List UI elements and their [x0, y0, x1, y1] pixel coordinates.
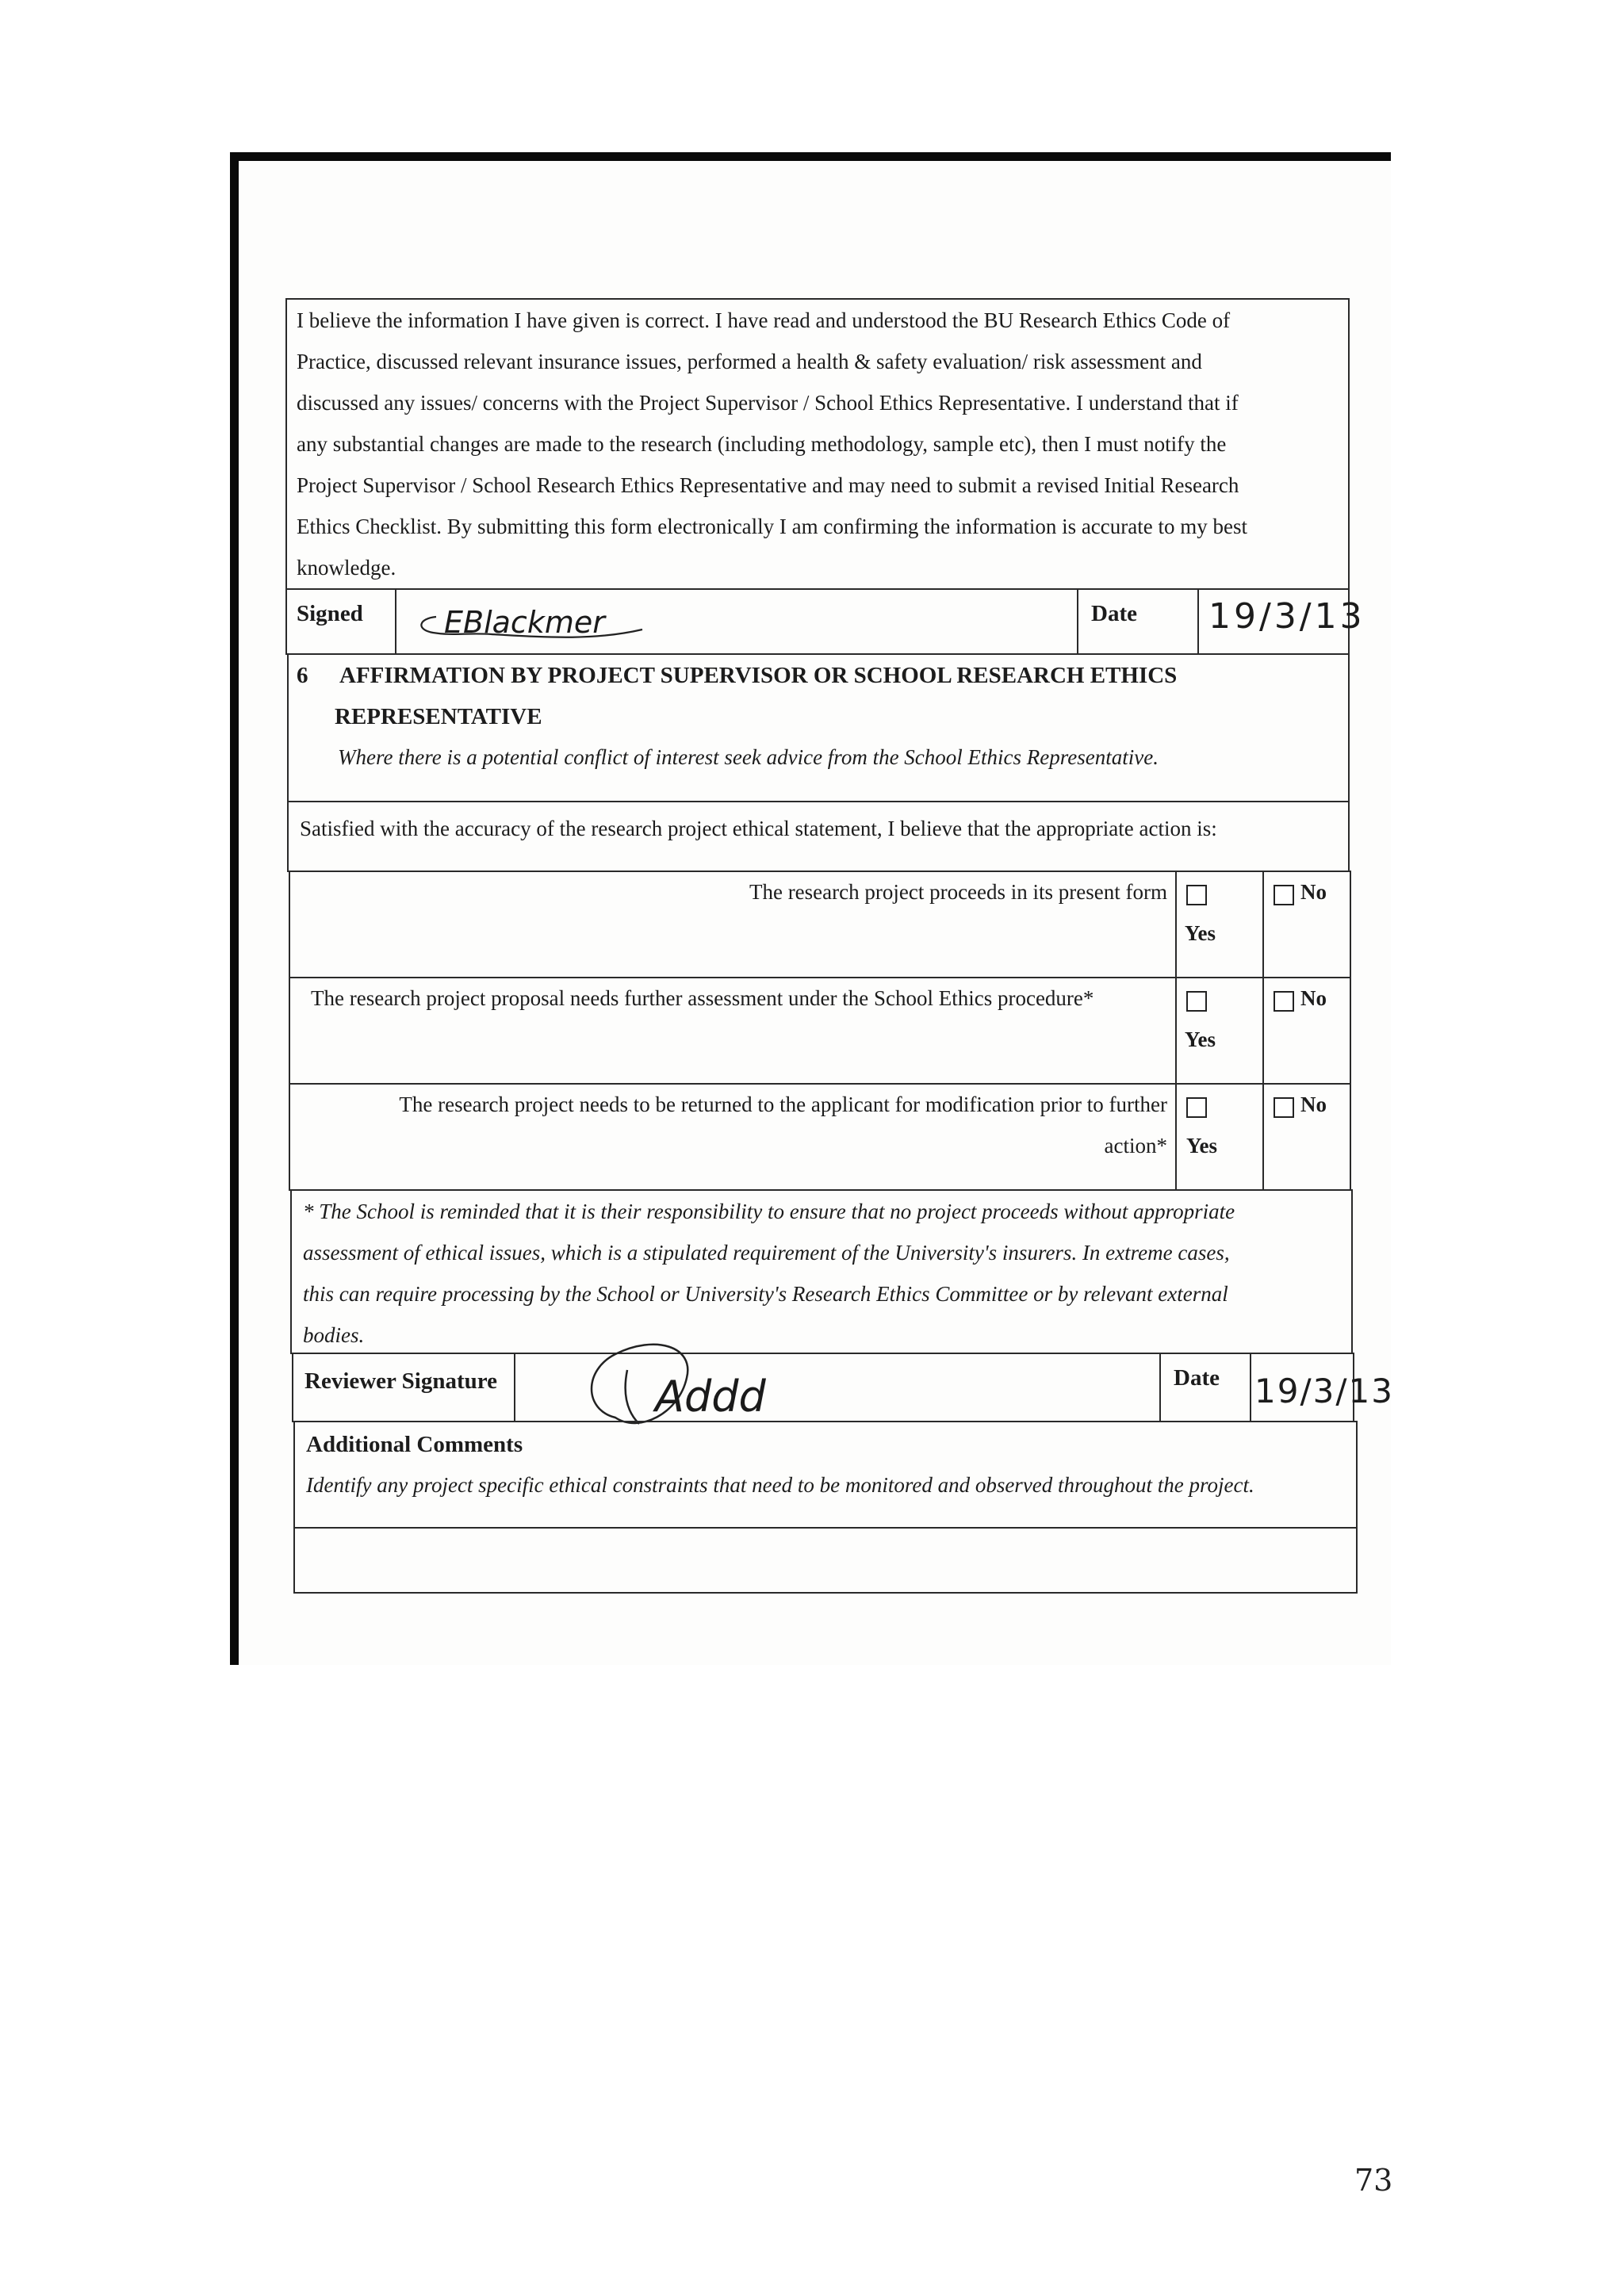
option-proceeds-div1 [1175, 872, 1177, 977]
reviewer-date-value: 19/3/13 [1254, 1372, 1394, 1410]
additional-comments-label: Additional Comments [306, 1432, 523, 1457]
option-returned-text-line1: The research project needs to be returned to the applicant for modification prior to further [399, 1093, 1167, 1116]
section6-note: Where there is a potential conflict of interest seek advice from the School Ethics Representative. [338, 745, 1159, 769]
option-proceeds-no-label: No [1300, 880, 1327, 904]
section6-heading-box [287, 653, 1350, 802]
signed-date-value: 19/3/13 [1208, 596, 1365, 637]
applicant-signature-text: EBlackmer [444, 605, 605, 640]
section6-number: 6 [297, 663, 308, 688]
declaration-paragraph: I believe the information I have given is correct. I have read and understood the BU Research Ethics Code of Practice, discussed relevant insurance issues, performed a health & safety evaluation/ risk assessment and discussed any issues/ concerns with the Project Supervisor / School Ethics Representative. I understand that if any substantial changes are made to the research (including methodology, sample etc), then I must notify the Project Supervisor / School Research Ethics Representative and may need to submit a revised Initial Research Ethics Checklist. By submitting this form electronically I am confirming the information is accurate to my best knowledge. [297, 308, 1247, 580]
signed-date-divider-right [1197, 590, 1199, 653]
additional-comments-note: Identify any project specific ethical constraints that need to be monitored and observed throughout the project. [306, 1473, 1254, 1497]
scan-edge-left [230, 152, 239, 1665]
option-row-returned [289, 1083, 1351, 1191]
reviewer-divider [514, 1354, 515, 1421]
option-returned-yes-label: Yes [1186, 1134, 1217, 1158]
section6-heading-line1: AFFIRMATION BY PROJECT SUPERVISOR OR SCHOOL RESEARCH ETHICS [339, 663, 1178, 688]
option-returned-no-label: No [1300, 1093, 1327, 1116]
scan-edge-top [230, 152, 1391, 161]
option-returned-div1 [1175, 1085, 1177, 1189]
option-further-yes-checkbox[interactable] [1186, 991, 1207, 1012]
option-further-no-label: No [1300, 986, 1327, 1010]
option-returned-text-line2: action* [1104, 1134, 1167, 1158]
option-further-text: The research project proposal needs further assessment under the School Ethics procedure* [311, 986, 1094, 1010]
option-proceeds-text: The research project proceeds in its present form [749, 880, 1167, 904]
section6-heading-line2: REPRESENTATIVE [335, 704, 542, 729]
signed-date-divider-left [1077, 590, 1078, 653]
option-further-div2 [1262, 978, 1264, 1083]
reviewer-date-divider-left [1159, 1354, 1161, 1421]
reviewer-row [292, 1353, 1394, 1422]
signed-label: Signed [297, 601, 363, 626]
signed-date-label: Date [1091, 601, 1137, 626]
reviewer-signature-label: Reviewer Signature [304, 1368, 497, 1394]
option-further-no-checkbox[interactable] [1274, 991, 1294, 1012]
reviewer-date-label: Date [1174, 1365, 1220, 1391]
declaration-box [285, 298, 1350, 590]
reviewer-signature-text: Addd [655, 1372, 766, 1422]
additional-comments-field[interactable] [293, 1527, 1358, 1594]
option-row-further-assessment [289, 977, 1351, 1085]
option-further-yes-label: Yes [1185, 1027, 1216, 1051]
applicant-signature [404, 595, 880, 650]
signed-divider [395, 590, 396, 653]
reminder-paragraph: * The School is reminded that it is their responsibility to ensure that no project proceeds without appropriate assessment of ethical issues, which is a stipulated requirement of the University's insurers. In extreme cases, this can require processing by the School or University's Research Ethics Committee or by relevant external bodies. [303, 1200, 1235, 1347]
signed-row [285, 588, 1365, 655]
option-proceeds-no-checkbox[interactable] [1274, 885, 1294, 905]
option-proceeds-yes-label: Yes [1185, 921, 1216, 945]
reminder-box [290, 1189, 1353, 1354]
satisfied-text: Satisfied with the accuracy of the research project ethical statement, I believe that the appropriate action is: [300, 817, 1217, 840]
option-further-div1 [1175, 978, 1177, 1083]
option-returned-no-checkbox[interactable] [1274, 1097, 1294, 1118]
option-row-proceeds [289, 871, 1351, 978]
page-number: 73 [1354, 2163, 1393, 2198]
option-returned-div2 [1262, 1085, 1264, 1189]
reviewer-date-divider-right [1250, 1354, 1251, 1421]
satisfied-row [287, 801, 1350, 872]
option-proceeds-yes-checkbox[interactable] [1186, 885, 1207, 905]
option-returned-yes-checkbox[interactable] [1186, 1097, 1207, 1118]
additional-comments-box [293, 1421, 1358, 1529]
option-proceeds-div2 [1262, 872, 1264, 977]
